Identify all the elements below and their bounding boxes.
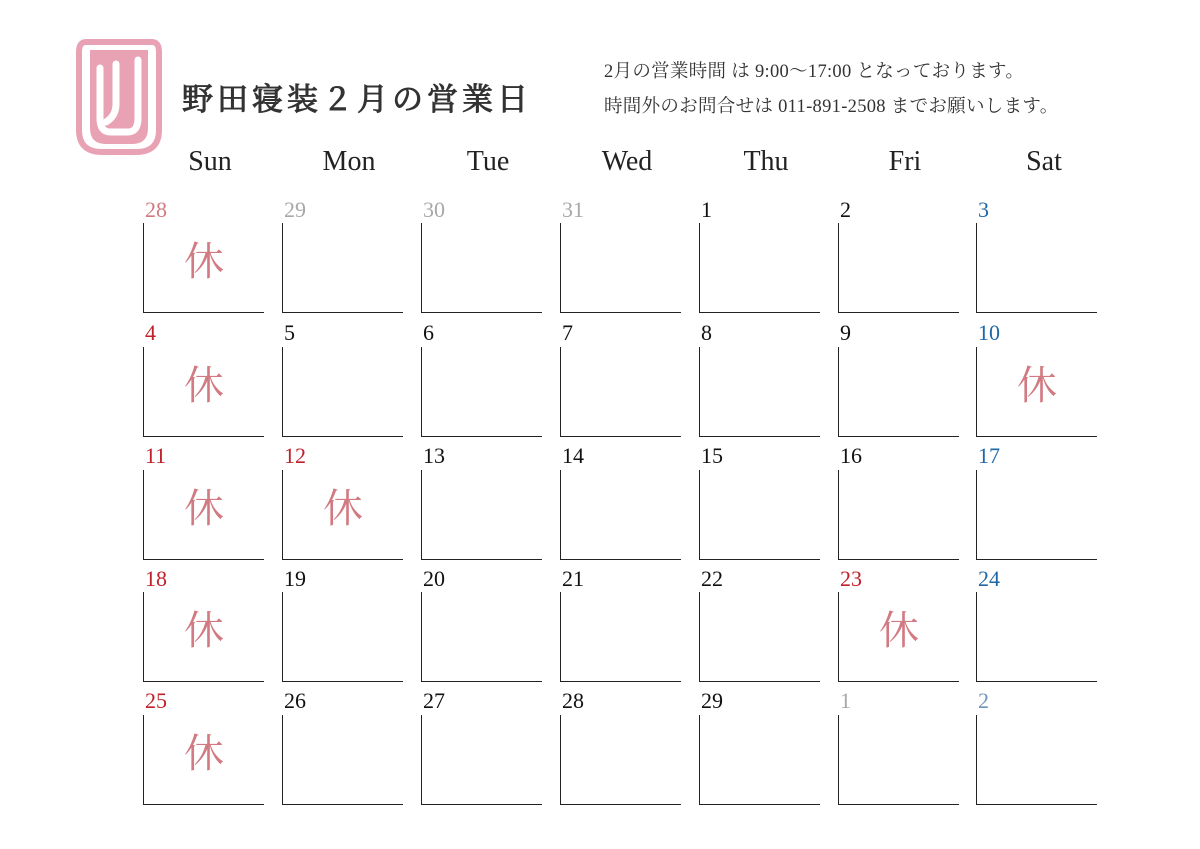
- calendar-day-cell: [421, 347, 542, 437]
- weekday-wed: Wed: [601, 146, 653, 177]
- day-number: 15: [701, 443, 723, 468]
- day-number: 29: [701, 688, 723, 713]
- calendar-day-cell: [838, 223, 959, 313]
- calendar-day-cell: [282, 347, 403, 437]
- day-number: 21: [562, 566, 584, 591]
- closed-mark: 休: [184, 486, 224, 532]
- day-number: 28: [145, 197, 167, 222]
- closed-mark: 休: [879, 608, 919, 654]
- weekday-tue: Tue: [466, 146, 510, 177]
- day-number: 29: [284, 197, 306, 222]
- day-number: 1: [840, 688, 851, 713]
- calendar-day-cell: [976, 223, 1097, 313]
- day-number: 9: [840, 320, 851, 345]
- closed-mark: 休: [1017, 363, 1057, 409]
- day-number: 20: [423, 566, 445, 591]
- weekday-thu: Thu: [743, 146, 789, 177]
- calendar-day-cell: [560, 592, 681, 682]
- closed-mark: 休: [184, 363, 224, 409]
- calendar-day-cell: [560, 470, 681, 560]
- weekday-fri: Fri: [888, 146, 922, 177]
- calendar-day-cell: [838, 715, 959, 805]
- calendar-day-cell: [699, 347, 820, 437]
- day-number: 31: [562, 197, 584, 222]
- day-number: 17: [978, 443, 1000, 468]
- calendar-day-cell: [421, 715, 542, 805]
- calendar-day-cell: [699, 223, 820, 313]
- calendar-day-cell: [282, 715, 403, 805]
- calendar-day-cell: [699, 715, 820, 805]
- contact-notice: 時間外のお問合せは 011-891-2508 までお願いします。: [604, 97, 1059, 117]
- calendar-day-cell: [560, 715, 681, 805]
- day-number: 26: [284, 688, 306, 713]
- day-number: 25: [145, 688, 167, 713]
- calendar-day-cell: [976, 715, 1097, 805]
- day-number: 7: [562, 320, 573, 345]
- day-number: 11: [145, 443, 167, 468]
- calendar-day-cell: [976, 592, 1097, 682]
- weekday-mon: Mon: [322, 146, 376, 177]
- logo: [76, 38, 162, 156]
- day-number: 18: [145, 566, 167, 591]
- day-number: 2: [840, 197, 851, 222]
- day-number: 8: [701, 320, 712, 345]
- closed-mark: 休: [323, 486, 363, 532]
- day-number: 19: [284, 566, 306, 591]
- closed-mark: 休: [184, 731, 224, 777]
- day-number: 12: [284, 443, 306, 468]
- closed-mark: 休: [184, 608, 224, 654]
- calendar-day-cell: [560, 223, 681, 313]
- day-number: 3: [978, 197, 989, 222]
- day-number: 16: [840, 443, 862, 468]
- day-number: 24: [978, 566, 1000, 591]
- calendar-day-cell: [421, 223, 542, 313]
- weekday-sun: Sun: [188, 146, 232, 177]
- day-number: 27: [423, 688, 445, 713]
- day-number: 22: [701, 566, 723, 591]
- day-number: 30: [423, 197, 445, 222]
- calendar-day-cell: [421, 592, 542, 682]
- day-number: 14: [562, 443, 584, 468]
- calendar-day-cell: [560, 347, 681, 437]
- calendar-day-cell: [699, 592, 820, 682]
- closed-mark: 休: [184, 239, 224, 285]
- day-number: 6: [423, 320, 434, 345]
- calendar-day-cell: [421, 470, 542, 560]
- calendar-day-cell: [282, 223, 403, 313]
- logo-mark: [76, 38, 162, 156]
- day-number: 1: [701, 197, 712, 222]
- day-number: 4: [145, 320, 156, 345]
- calendar-day-cell: [838, 347, 959, 437]
- weekday-sat: Sat: [1026, 146, 1062, 177]
- calendar-day-cell: [976, 470, 1097, 560]
- day-number: 10: [978, 320, 1000, 345]
- day-number: 28: [562, 688, 584, 713]
- calendar-day-cell: [838, 470, 959, 560]
- day-number: 5: [284, 320, 295, 345]
- day-number: 2: [978, 688, 989, 713]
- day-number: 23: [840, 566, 862, 591]
- day-number: 13: [423, 443, 445, 468]
- business-hours-notice: 2月の営業時間 は 9:00〜17:00 となっております。: [604, 62, 1025, 82]
- page-title: 野田寝装２月の営業日: [182, 82, 532, 118]
- calendar-day-cell: [282, 592, 403, 682]
- calendar-day-cell: [699, 470, 820, 560]
